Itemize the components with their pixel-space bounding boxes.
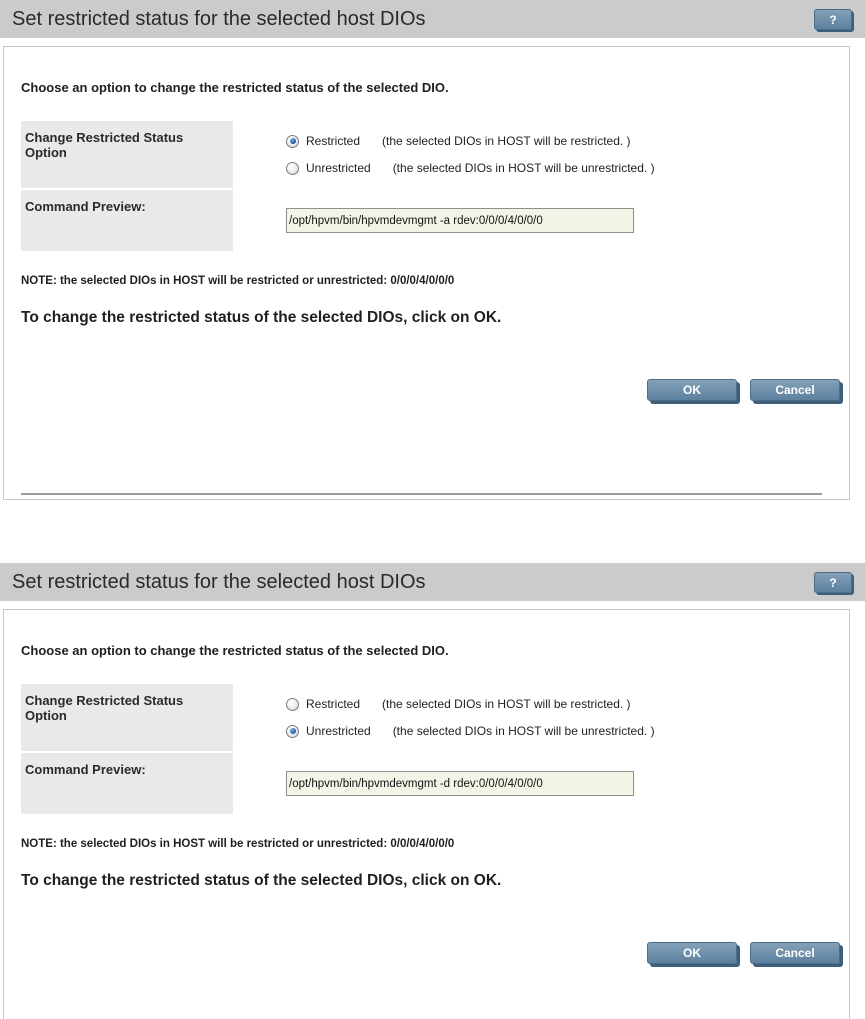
radio-option-restricted[interactable] [286, 133, 849, 149]
radio-description: (the selected DIOs in HOST will be restricted. ) [382, 134, 631, 148]
radio-description: (the selected DIOs in HOST will be restricted. ) [382, 697, 631, 711]
ok-button[interactable]: OK [647, 379, 737, 401]
dialog-set-restricted-status-1 [0, 0, 865, 500]
radio-option-unrestricted[interactable] [286, 160, 849, 176]
dialog-titlebar [0, 0, 865, 38]
radio-dot [290, 138, 296, 144]
dialog-content-panel [3, 46, 850, 500]
help-button[interactable]: ? [814, 572, 852, 593]
unrestricted-radio[interactable] [286, 162, 299, 175]
radio-dot [290, 728, 296, 734]
command-preview-cell [233, 753, 849, 814]
command-preview-input[interactable] [286, 771, 634, 796]
instruction-text: To change the restricted status of the selected DIOs, click on OK. [21, 872, 502, 889]
restricted-radio[interactable] [286, 698, 299, 711]
note-text: NOTE: the selected DIOs in HOST will be restricted or unrestricted: 0/0/0/4/0/0/0 [21, 838, 455, 850]
radio-group-restricted-status [233, 121, 849, 188]
ok-button[interactable]: OK [647, 942, 737, 964]
status-option-label: Change Restricted Status Option [21, 121, 233, 188]
radio-option-unrestricted[interactable] [286, 723, 849, 739]
cancel-button[interactable]: Cancel [750, 379, 840, 401]
dialog-set-restricted-status-2 [0, 563, 865, 1019]
intro-text: Choose an option to change the restricted status of the selected DIO. [21, 643, 449, 658]
options-form [21, 121, 849, 251]
options-form [21, 684, 849, 814]
help-button[interactable]: ? [814, 9, 852, 30]
action-button-row [21, 942, 849, 964]
dialog-title: Set restricted status for the selected host DIOs [12, 7, 426, 30]
bottom-divider [21, 493, 822, 495]
dialog-content-panel [3, 609, 850, 1019]
cancel-button[interactable]: Cancel [750, 942, 840, 964]
command-preview-input[interactable] [286, 208, 634, 233]
dialog-title: Set restricted status for the selected host DIOs [12, 570, 426, 593]
command-preview-label: Command Preview: [21, 753, 233, 814]
radio-option-restricted[interactable] [286, 696, 849, 712]
dialog-spacer [0, 500, 865, 563]
instruction-text: To change the restricted status of the selected DIOs, click on OK. [21, 309, 502, 326]
restricted-radio[interactable] [286, 135, 299, 148]
status-option-label: Change Restricted Status Option [21, 684, 233, 751]
radio-group-restricted-status [233, 684, 849, 751]
dialog-titlebar [0, 563, 865, 601]
radio-description: (the selected DIOs in HOST will be unrestricted. ) [392, 161, 655, 175]
radio-label: Restricted [306, 134, 361, 148]
radio-label: Restricted [306, 697, 361, 711]
intro-text: Choose an option to change the restricted status of the selected DIO. [21, 80, 449, 95]
command-preview-cell [233, 190, 849, 251]
action-button-row [21, 379, 849, 401]
note-text: NOTE: the selected DIOs in HOST will be restricted or unrestricted: 0/0/0/4/0/0/0 [21, 275, 455, 287]
radio-label: Unrestricted [306, 724, 371, 738]
radio-description: (the selected DIOs in HOST will be unrestricted. ) [392, 724, 655, 738]
command-preview-label: Command Preview: [21, 190, 233, 251]
radio-label: Unrestricted [306, 161, 371, 175]
unrestricted-radio[interactable] [286, 725, 299, 738]
